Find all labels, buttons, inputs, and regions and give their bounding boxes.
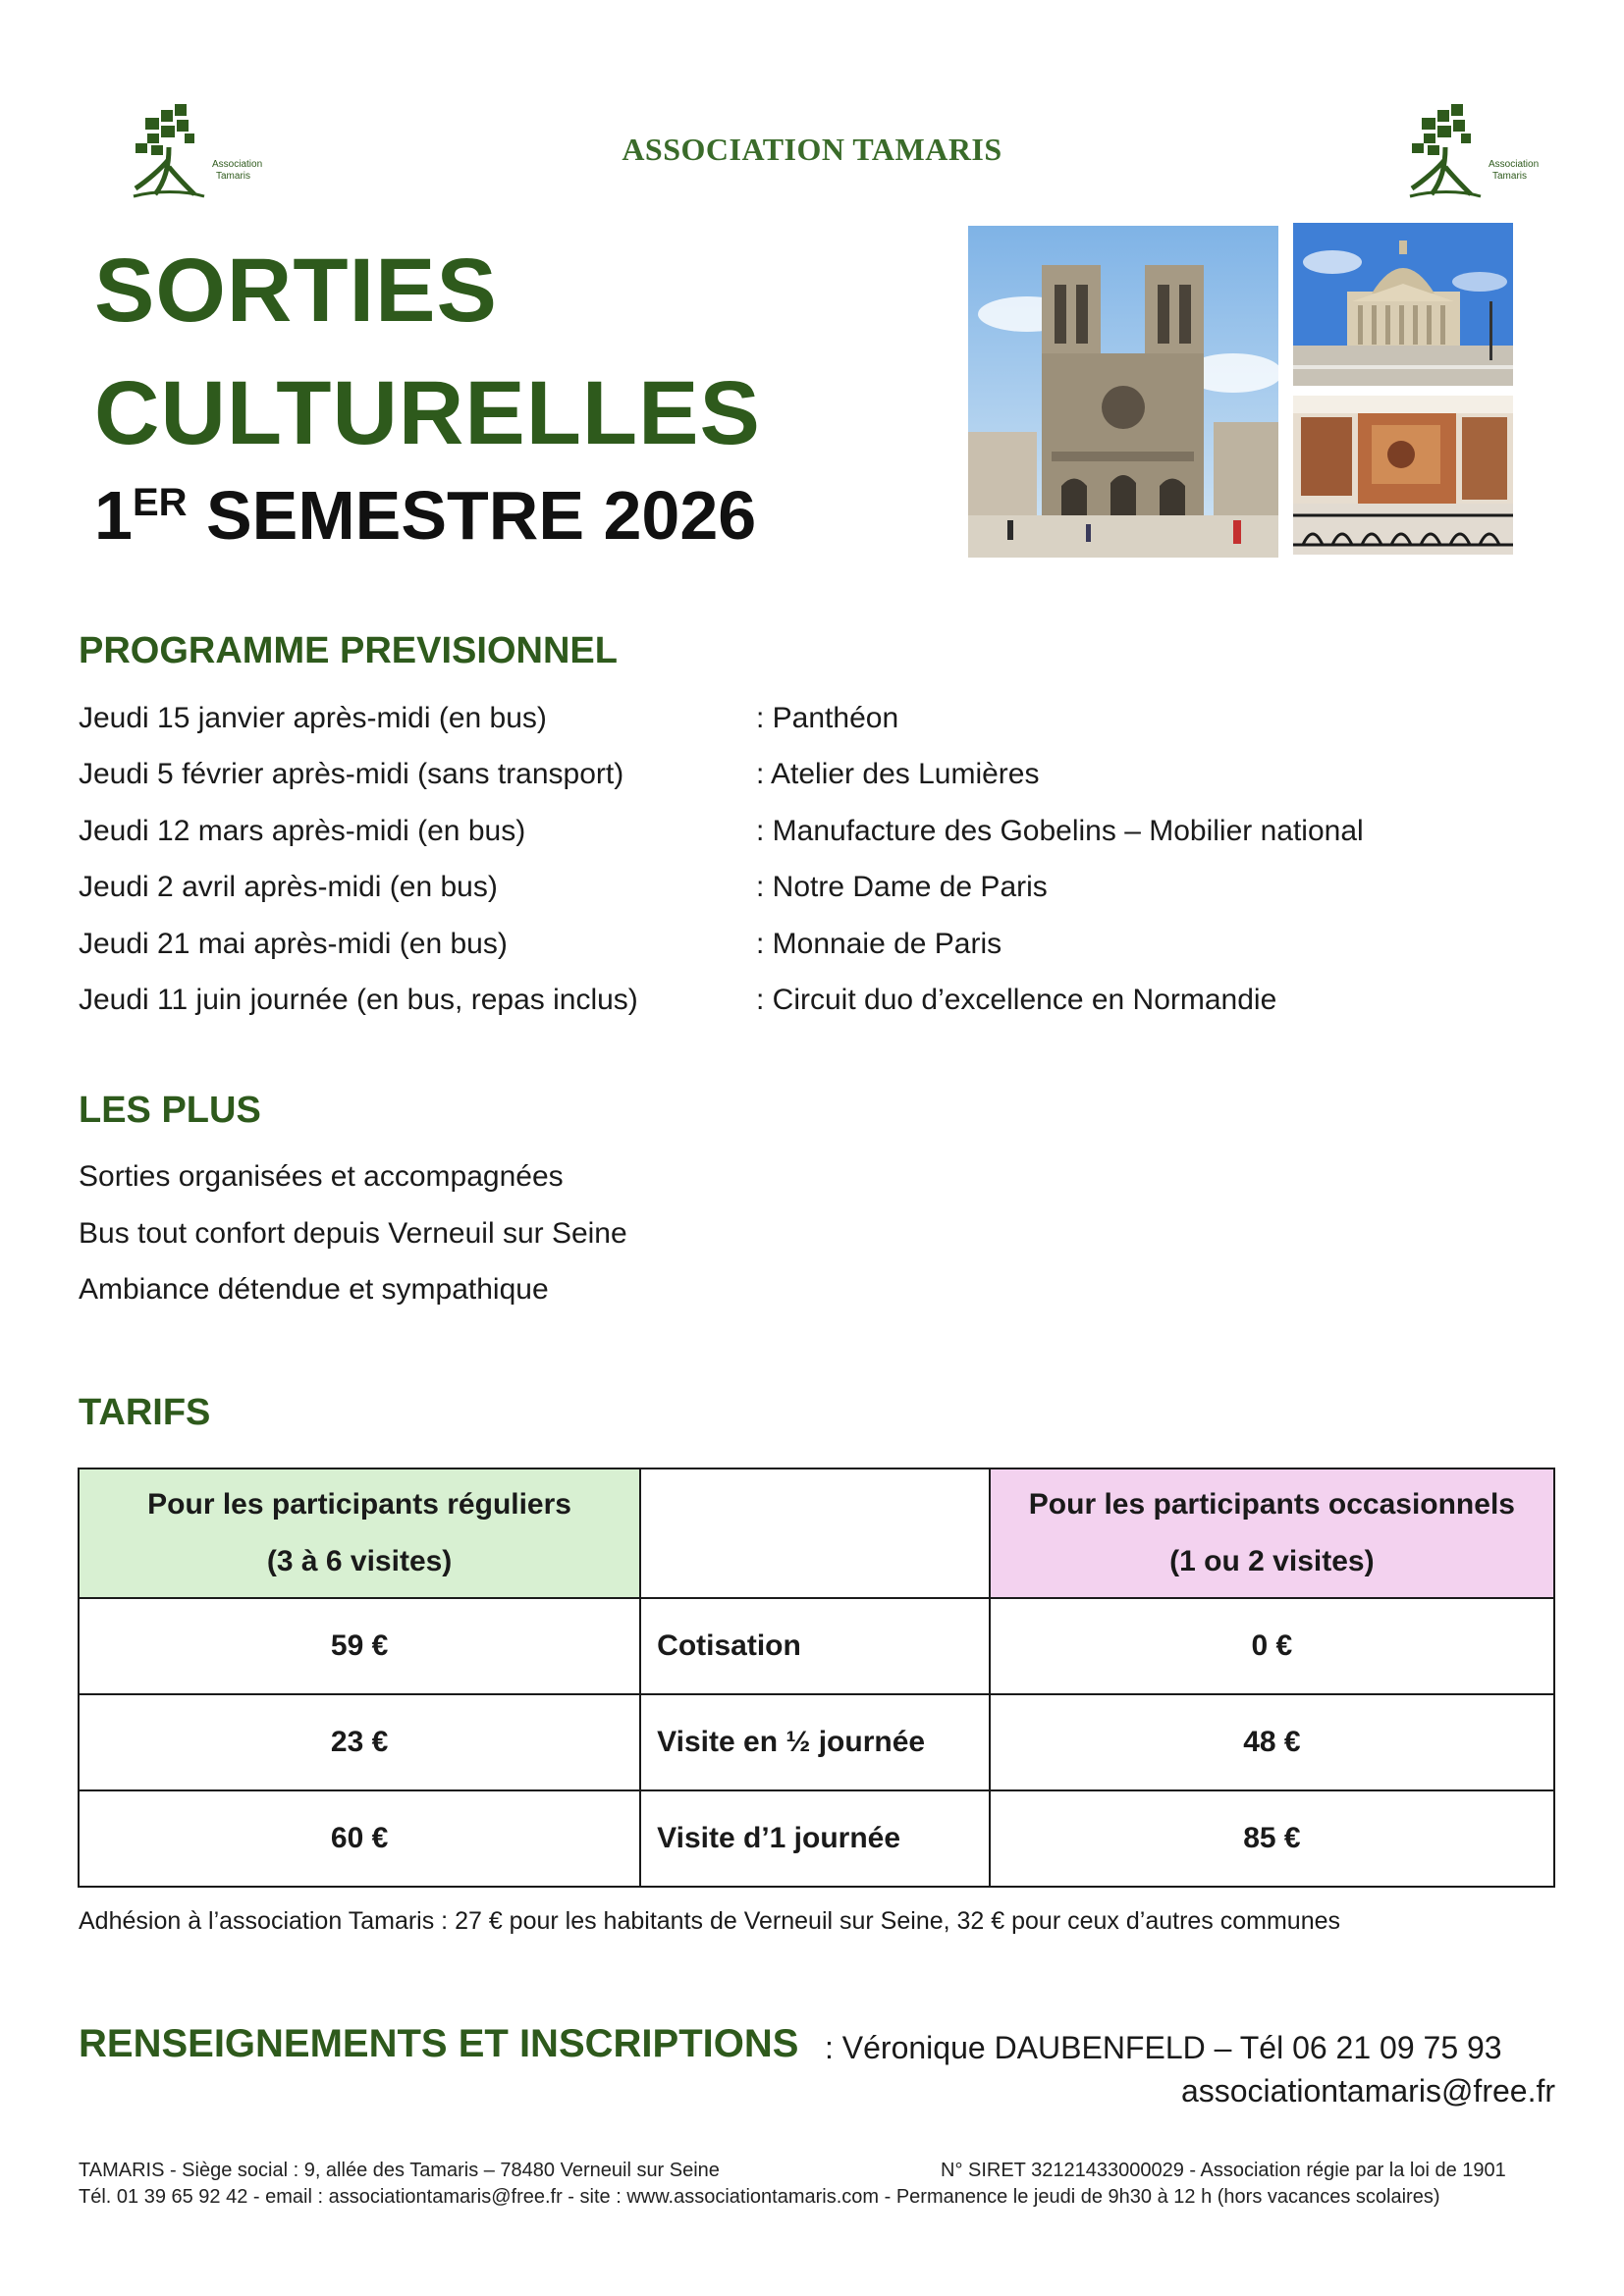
photo-notre-dame — [968, 226, 1278, 558]
programme-date: Jeudi 21 mai après-midi (en bus) — [79, 928, 508, 960]
regular-price: 59 € — [79, 1598, 640, 1694]
semester-number: 1 — [94, 477, 133, 554]
table-row — [79, 1598, 1554, 1694]
programme-date: Jeudi 15 janvier après-midi (en bus) — [79, 702, 547, 734]
contact-heading: RENSEIGNEMENTS ET INSCRIPTIONS — [79, 2022, 799, 2065]
semester-title — [94, 477, 757, 554]
regular-header — [79, 1468, 640, 1598]
tarifs-header-row — [79, 1468, 1554, 1598]
programme-date: Jeudi 12 mars après-midi (en bus) — [79, 815, 526, 847]
tarifs-heading: TARIFS — [79, 1392, 211, 1433]
occasional-header-title: Pour les participants occasionnels — [1028, 1488, 1515, 1521]
plus-heading: LES PLUS — [79, 1090, 261, 1131]
logo-text: Tamaris — [216, 171, 251, 182]
occasional-header — [990, 1468, 1554, 1598]
regular-header-title: Pour les participants réguliers — [147, 1488, 571, 1521]
plus-item: Bus tout confort depuis Verneuil sur Seine — [79, 1217, 627, 1250]
programme-date: Jeudi 5 février après-midi (sans transport) — [79, 758, 624, 790]
membership-note: Adhésion à l’association Tamaris : 27 € pour les habitants de Verneuil sur Seine, 32 € pour ceux d’autres communes — [79, 1907, 1341, 1935]
programme-place: : Circuit duo d’excellence en Normandie — [756, 984, 1277, 1016]
programme-heading: PROGRAMME PREVISIONNEL — [79, 630, 618, 671]
logo-text: Tamaris — [1492, 171, 1528, 182]
footer-address: TAMARIS - Siège social : 9, allée des Tamaris – 78480 Verneuil sur Seine — [79, 2160, 720, 2181]
regular-price: 23 € — [79, 1694, 640, 1790]
org-name: ASSOCIATION TAMARIS — [622, 132, 1002, 167]
occasional-price: 85 € — [990, 1790, 1554, 1887]
plus-item: Ambiance détendue et sympathique — [79, 1273, 549, 1306]
plus-item: Sorties organisées et accompagnées — [79, 1160, 564, 1193]
photo-atelier — [1293, 396, 1513, 555]
programme-place: : Notre Dame de Paris — [756, 871, 1048, 903]
occasional-header-sub: (1 ou 2 visites) — [1169, 1545, 1375, 1577]
logo-right — [1402, 98, 1540, 206]
programme-place: : Manufacture des Gobelins – Mobilier national — [756, 815, 1364, 847]
programme-date: Jeudi 11 juin journée (en bus, repas inclus) — [79, 984, 638, 1016]
title-line2: CULTURELLES — [94, 363, 761, 463]
footer-contact: Tél. 01 39 65 92 42 - email : associationtamaris@free.fr - site : www.associationtamaris.com - Permanence le jeudi de 9h30 à 12 h (hors vacances scolaires) — [79, 2186, 1440, 2208]
programme-place: : Monnaie de Paris — [756, 928, 1002, 960]
tree-logo-icon — [1402, 98, 1540, 206]
logo-text: Association — [212, 159, 263, 170]
regular-price: 60 € — [79, 1790, 640, 1887]
empty-header — [640, 1468, 990, 1598]
table-row — [79, 1694, 1554, 1790]
regular-header-sub: (3 à 6 visites) — [266, 1545, 453, 1577]
photo-pantheon — [1293, 223, 1513, 386]
tarif-label: Visite en ½ journée — [640, 1694, 990, 1790]
tarif-label: Visite d’1 journée — [640, 1790, 990, 1887]
tarifs-table — [78, 1468, 1555, 1888]
table-row — [79, 1790, 1554, 1887]
semester-suffix: ER — [132, 481, 188, 524]
occasional-price: 0 € — [990, 1598, 1554, 1694]
title-line1: SORTIES — [94, 240, 498, 341]
contact-email[interactable]: associationtamaris@free.fr — [1180, 2073, 1555, 2109]
programme-place: : Atelier des Lumières — [756, 758, 1040, 790]
logo-text: Association — [1489, 159, 1540, 170]
occasional-price: 48 € — [990, 1694, 1554, 1790]
footer-siret: N° SIRET 32121433000029 - Association régie par la loi de 1901 — [941, 2160, 1506, 2181]
tarif-label: Cotisation — [640, 1598, 990, 1694]
semester-text: SEMESTRE 2026 — [205, 477, 757, 554]
programme-date: Jeudi 2 avril après-midi (en bus) — [79, 871, 498, 903]
programme-place: : Panthéon — [756, 702, 899, 734]
contact-person: : Véronique DAUBENFELD – Tél 06 21 09 75 93 — [825, 2030, 1502, 2065]
